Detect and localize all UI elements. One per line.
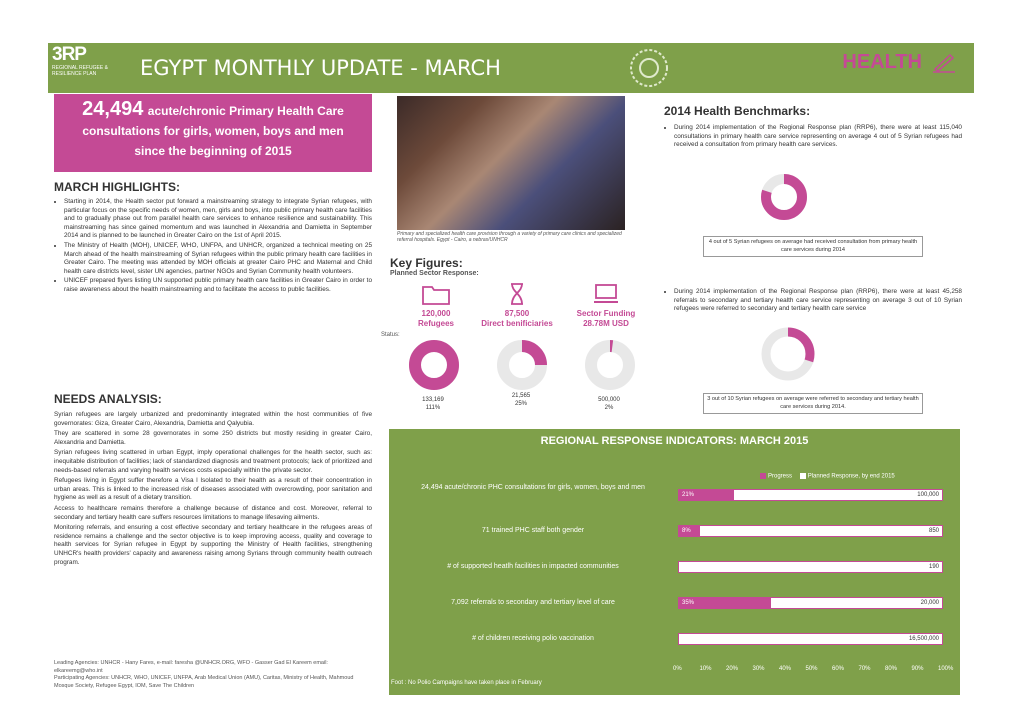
- photo-caption: Primary and specialized health care provision through a variety of primary care clinics and specialized referral hospitals. Egypt - Cairo, a nebras/UNHCR: [397, 231, 622, 243]
- indicator-label: # of supported heatlh facilities in impacted communities: [447, 563, 619, 570]
- page-title: EGYPT MONTHLY UPDATE - MARCH: [140, 56, 501, 80]
- emblem-icon: [626, 45, 672, 91]
- x-tick-label: 30%: [752, 666, 765, 672]
- credits: Leading Agencies: UNHCR - Hany Fares, e-mail: faresha @UNHCR.ORG, WFO - Gasser Gad El Kareem email: elkareemg@who.int Participating Agencies: UNHCR, WHO, UNICEF, UNFPA, Arab Medical Union (AMU), Caritas, Ministry of Health, Mahmoud Mosque Society, Refugee Egypt, IOM, Save The Children: [54, 660, 354, 689]
- donut-label: 133,169 111%: [422, 397, 444, 411]
- clinic-photo: [397, 96, 625, 230]
- x-tick-label: 50%: [805, 666, 818, 672]
- target-label: 850: [928, 528, 939, 534]
- benchmark-2-box: 3 out of 10 Syrian refugees on average were referred to secondary and tertiary health care services during 2014.: [703, 393, 923, 414]
- chart-footnote: Foot : No Polio Campaigns have taken place in February: [391, 680, 542, 686]
- planned-response-label: Planned Sector Response:: [390, 270, 479, 277]
- list-item: • The Ministry of Health (MOH), UNICEF, WHO, UNFPA, and UNHCR, organized a technical meeting on 25 March ahead of the health mainstreaming of Syrian refugees within the public primary health care facilities in Greater Cairo. The meeting was attended by MOH officials at greater Cairo PHC and Maternal and Child health care districts level, sister UN agencies, partner NGOs and Syrian Community health volunteers.: [64, 242, 372, 276]
- indicator-label: 7,092 referrals to secondary and tertiary level of care: [451, 599, 615, 606]
- 3rp-logo: 3RP REGIONAL REFUGEE & RESILIENCE PLAN: [52, 44, 108, 77]
- list-item: • Starting in 2014, the Health sector put forward a mainstreaming strategy to integrate Syrian refugees, with particular focus on the specific needs of women, men, girls and boys, into public primary health care facilities and to gradually phase out from parallel health care services to enhance resilience and sustainability. This mainstreaming has since gained momentum and was launched in Alexandria and Damietta in September 2014 and is planned to be launched in Greater Cairo on the 1st of April 2015.: [64, 198, 372, 241]
- indicator-bar-track: [678, 561, 943, 573]
- figure-funding: Sector Funding 28.78M USD: [566, 282, 646, 329]
- paragraph: Monitoring referrals, and ensuring a cost effective secondary and tertiary healthcare in the refugees areas of residence remains a challenge and the sector objective is to keep improving access, quality and coverage to health services for Syrian refugee in Egypt by supporting the Ministry of Health facilities, strengthening UNHCR's health providers' capacity and awareness raising among Syrians through community health outreach program.: [54, 524, 372, 566]
- indicator-bar-track: [678, 525, 943, 537]
- indicator-bar-track: [678, 597, 943, 609]
- indicator-label: # of children receiving polio vaccination: [472, 635, 594, 642]
- highlights-list: [54, 198, 372, 296]
- x-tick-label: 90%: [911, 666, 924, 672]
- target-label: 20,000: [920, 600, 939, 606]
- indicator-label: 71 trained PHC staff both gender: [481, 527, 585, 534]
- progress-label: 21%: [682, 492, 695, 498]
- x-tick-label: 60%: [832, 666, 845, 672]
- headline-stat: 24,494 acute/chronic Primary Health Care consultations for girls, women, boys and men since the beginning of 2015: [54, 94, 372, 172]
- benchmark-donut-2: [758, 326, 818, 382]
- needs-title: NEEDS ANALYSIS:: [54, 392, 162, 406]
- x-tick-label: 20%: [726, 666, 739, 672]
- x-tick-label: 0%: [673, 666, 682, 672]
- target-label: 100,000: [917, 492, 939, 498]
- benchmark-2: • During 2014 implementation of the Regional Response plan (RRP6), there were at least 45,258 referrals to secondary and tertiary health care service representing on average 3 out of 10 Syrian refugees were referred to secondary and tertiary health care service: [664, 288, 962, 315]
- target-label: 190: [928, 564, 939, 570]
- benchmark-1-box: 4 out of 5 Syrian refugees on average had received consultation from primary health care services during 2014: [703, 236, 923, 257]
- status-donuts: [398, 338, 638, 398]
- key-figures-title: Key Figures:: [390, 256, 463, 270]
- donut-label: 21,565 25%: [511, 393, 531, 407]
- hourglass-icon: [502, 282, 532, 306]
- paragraph: They are scattered in some 28 governorates in some 250 districts but mostly residing in greater Cairo, Alexandria and Damietta.: [54, 430, 372, 446]
- indicator-label: 24,494 acute/chronic PHC consultations for girls, women, boys and men: [421, 484, 645, 491]
- x-tick-label: 40%: [779, 666, 792, 672]
- progress-label: 8%: [682, 528, 691, 534]
- sector-label: HEALTH: [842, 51, 922, 73]
- benchmarks-title: 2014 Health Benchmarks:: [664, 104, 811, 118]
- paragraph: Syrian refugees living scattered in urban Egypt, imply operational challenges for the health sector, such as: inequitable distribution of facilities; lack of standardized diagnosis and treatment protocols; lack of prioritized and needs-based referrals and varying health services costs especially within the private sector.: [54, 449, 372, 474]
- header-banner: [48, 43, 974, 93]
- pencil-icon: [932, 51, 956, 73]
- donut-label: 500,000 2%: [598, 397, 620, 411]
- computer-icon: [591, 282, 621, 306]
- status-donut-1-value: [415, 346, 453, 384]
- list-item: • UNICEF prepared flyers listing UN supported public primary health care facilities in Greater Cairo in order to raise awareness about the health mainstreaming and to facilitate the access to public facilities.: [64, 277, 372, 294]
- highlights-title: MARCH HIGHLIGHTS:: [54, 180, 180, 194]
- status-label: Status:: [381, 332, 400, 338]
- figure-beneficiaries: 87,500 Direct benificiaries: [476, 282, 558, 329]
- progress-label: 35%: [682, 600, 695, 606]
- x-tick-label: 70%: [858, 666, 871, 672]
- paragraph: Refugees living in Egypt suffer therefore a Visa l Isolated to their health as a result of their concentration in urban areas. This is linked to the increased risk of diseases associated with overcrowding, poor sanitation and hygiene as well as a result of a dietary transition.: [54, 477, 372, 502]
- x-tick-label: 10%: [699, 666, 712, 672]
- indicator-bar-track: [678, 489, 943, 501]
- benchmark-donut-1: [759, 172, 809, 222]
- regional-indicators-chart: [389, 429, 960, 695]
- benchmark-1: • During 2014 implementation of the Regional Response plan (RRP6), there were at least 115,040 consultations in primary health care service representing on average 4 out of 5 Syrian refugees had received a consultation from primary health care services.: [664, 124, 962, 151]
- chart-legend: Progress Planned Response, by end 2015: [754, 473, 895, 480]
- x-tick-label: 80%: [885, 666, 898, 672]
- figure-refugees: 120,000 Refugees: [400, 282, 472, 329]
- paragraph: Syrian refugees are largely urbanized and predominantly integrated within the host communities of five governorates: Giza, Greater Cairo, Alexandria, Damietta and Qalyubia.: [54, 411, 372, 427]
- x-tick-label: 100%: [938, 666, 954, 672]
- paragraph: Access to healthcare remains therefore a challenge because of distance and cost. Moreover, referral to secondary and tertiary health care suffers resources limitations to manage lifesaving ailments.: [54, 504, 372, 521]
- chart-title: REGIONAL RESPONSE INDICATORS: MARCH 2015: [540, 435, 809, 447]
- indicator-bar-track: [678, 633, 943, 645]
- target-label: 16,500,000: [908, 636, 939, 642]
- needs-text: [54, 411, 372, 569]
- folder-icon: [421, 282, 451, 306]
